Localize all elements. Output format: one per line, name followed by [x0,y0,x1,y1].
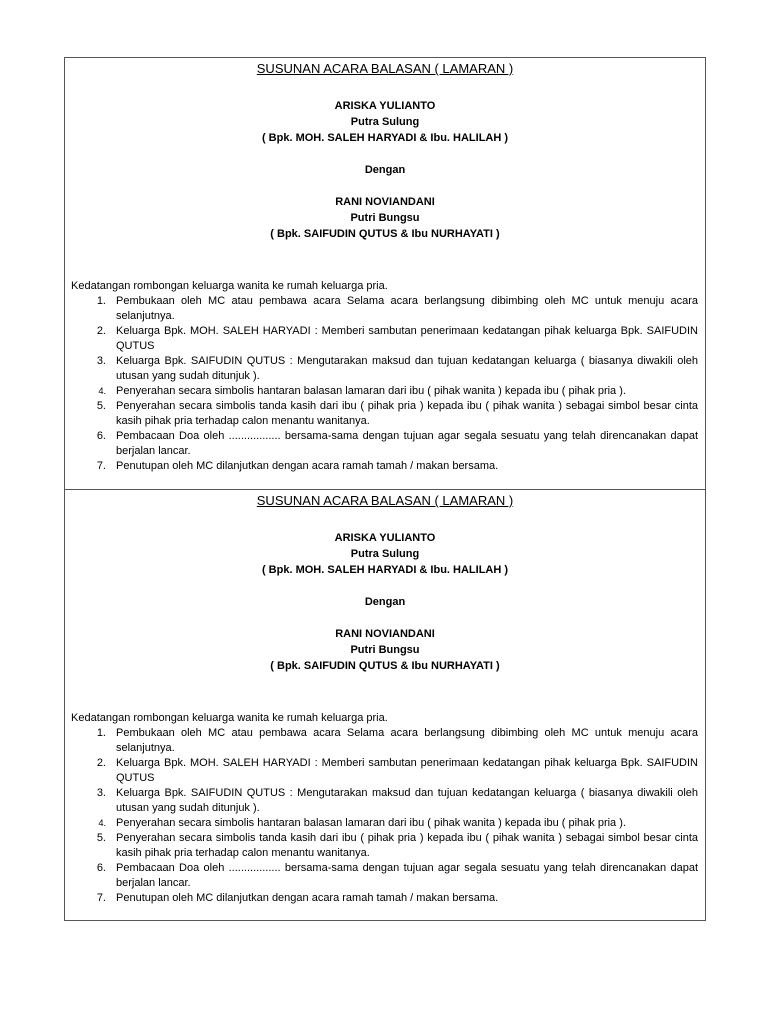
item-text: Pembacaan Doa oleh ................. bersama-sama dengan tujuan agar segala sesuatu yang telah direncanakan dapat berjalan lancar. [116,862,698,889]
list-item [65,459,705,474]
list-item [65,354,705,384]
groom-parents: ( Bpk. MOH. SALEH HARYADI & Ibu. HALILAH ) [261,564,509,576]
item-text: Penyerahan secara simbolis tanda kasih dari ibu ( pihak pria ) kepada ibu ( pihak wanita ) sebagai simbol besar cinta kasih pihak pria terhadap calon menantu wanitanya. [116,400,698,427]
bride-block [65,626,705,674]
item-number: 3. [96,355,106,367]
bride-role: Putri Bungsu [350,212,420,224]
agenda-list [65,726,705,906]
item-text: Pembacaan Doa oleh ................. bersama-sama dengan tujuan agar segala sesuatu yang telah direncanakan dapat berjalan lancar. [116,430,698,457]
groom-name: ARISKA YULIANTO [334,100,436,112]
item-number: 7. [96,460,106,472]
groom-parents: ( Bpk. MOH. SALEH HARYADI & Ibu. HALILAH ) [261,132,509,144]
item-number: 3. [96,787,106,799]
item-text: Penutupan oleh MC dilanjutkan dengan acara ramah tamah / makan bersama. [116,460,499,472]
item-text: Keluarga Bpk. MOH. SALEH HARYADI : Memberi sambutan penerimaan kedatangan pihak keluarga Bpk. SAIFUDIN QUTUS [116,325,698,352]
list-item [65,294,705,324]
item-number: 5. [96,832,106,844]
document-table [64,57,706,921]
item-text: Pembukaan oleh MC atau pembawa acara Selama acara berlangsung dibimbing oleh MC untuk menuju acara selanjutnya. [116,295,698,322]
item-text: Keluarga Bpk. SAIFUDIN QUTUS : Mengutarakan maksud dan tujuan kedatangan keluarga ( biasanya diwakili oleh utusan yang sudah ditunjuk ). [116,355,698,382]
groom-block [65,98,705,146]
list-item [65,384,705,399]
item-number: 7. [96,892,106,904]
list-item [65,861,705,891]
list-item [65,891,705,906]
item-number: 1. [96,295,106,307]
section-title: SUSUNAN ACARA BALASAN ( LAMARAN ) [256,493,514,508]
list-item [65,831,705,861]
list-item [65,756,705,786]
item-text: Penyerahan secara simbolis hantaran balasan lamaran dari ibu ( pihak wanita ) kepada ibu ( pihak pria ). [116,385,626,397]
groom-name: ARISKA YULIANTO [334,532,436,544]
bride-parents: ( Bpk. SAIFUDIN QUTUS & Ibu NURHAYATI ) [270,660,500,672]
event-schedule-section [65,58,705,489]
conjunction-text: Dengan [364,596,406,608]
item-number: 1. [96,727,106,739]
list-item [65,726,705,756]
item-text: Keluarga Bpk. SAIFUDIN QUTUS : Mengutarakan maksud dan tujuan kedatangan keluarga ( biasanya diwakili oleh utusan yang sudah ditunjuk ). [116,787,698,814]
item-number: 4. [98,386,106,396]
list-item [65,429,705,459]
list-item [65,324,705,354]
event-schedule-section [65,489,705,920]
list-item [65,786,705,816]
item-text: Pembukaan oleh MC atau pembawa acara Selama acara berlangsung dibimbing oleh MC untuk menuju acara selanjutnya. [116,727,698,754]
item-number: 6. [96,430,106,442]
item-text: Penutupan oleh MC dilanjutkan dengan acara ramah tamah / makan bersama. [116,892,499,904]
bride-parents: ( Bpk. SAIFUDIN QUTUS & Ibu NURHAYATI ) [270,228,500,240]
item-number: 2. [96,757,106,769]
bride-name: RANI NOVIANDANI [335,628,435,640]
conjunction-text: Dengan [364,164,406,176]
bride-name: RANI NOVIANDANI [335,196,435,208]
intro-text: Kedatangan rombongan keluarga wanita ke rumah keluarga pria. [71,280,388,292]
list-item [65,816,705,831]
item-text: Keluarga Bpk. MOH. SALEH HARYADI : Memberi sambutan penerimaan kedatangan pihak keluarga Bpk. SAIFUDIN QUTUS [116,757,698,784]
item-number: 6. [96,862,106,874]
agenda-list [65,294,705,474]
list-item [65,399,705,429]
section-title: SUSUNAN ACARA BALASAN ( LAMARAN ) [256,61,514,76]
item-text: Penyerahan secara simbolis hantaran balasan lamaran dari ibu ( pihak wanita ) kepada ibu ( pihak pria ). [116,817,626,829]
item-number: 5. [96,400,106,412]
groom-role: Putra Sulung [350,116,420,128]
bride-role: Putri Bungsu [350,644,420,656]
bride-block [65,194,705,242]
item-number: 2. [96,325,106,337]
item-number: 4. [98,818,106,828]
item-text: Penyerahan secara simbolis tanda kasih dari ibu ( pihak pria ) kepada ibu ( pihak wanita ) sebagai simbol besar cinta kasih pihak pria terhadap calon menantu wanitanya. [116,832,698,859]
intro-text: Kedatangan rombongan keluarga wanita ke rumah keluarga pria. [71,712,388,724]
groom-role: Putra Sulung [350,548,420,560]
groom-block [65,530,705,578]
